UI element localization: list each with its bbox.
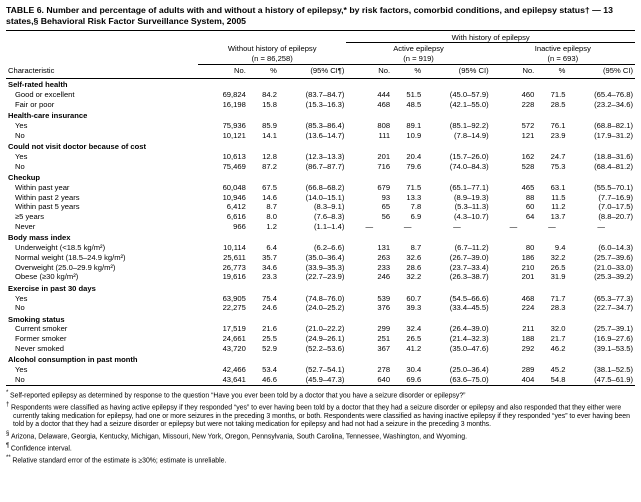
cell: (23.7–33.4): [449, 262, 489, 272]
cell: (7.7–16.9): [598, 192, 633, 202]
group-without-history: [198, 43, 346, 65]
cell: 289: [521, 365, 535, 375]
cell: 10,114: [223, 243, 246, 253]
cell: 572: [521, 120, 535, 130]
table-row: [6, 253, 635, 263]
table-row: [6, 90, 635, 100]
cell: (15.3–16.3): [305, 99, 345, 109]
row-label: Yes: [15, 120, 28, 130]
cell: 8.0: [266, 212, 277, 222]
cell: (12.3–13.3): [305, 151, 345, 161]
header-span-row: [6, 30, 635, 43]
cell: 63.1: [550, 182, 566, 192]
cell: 21.7: [550, 334, 566, 344]
row-label: Underweight (<18.5 kg/m²): [15, 243, 106, 253]
cell: 376: [377, 303, 391, 313]
col-header-no: No.: [346, 64, 392, 78]
cell: (83.7–84.7): [305, 90, 345, 100]
section-header: Self-rated health: [8, 80, 68, 90]
cell: 162: [521, 151, 535, 161]
row-label: Fair or poor: [15, 99, 55, 109]
cell: 233: [377, 262, 391, 272]
cell: (17.9–31.2): [594, 130, 633, 140]
cell: 41.2: [406, 344, 422, 353]
row-label: No: [15, 161, 25, 171]
table-row: [6, 303, 635, 313]
cell: (24.0–25.2): [305, 303, 345, 313]
group-label: Active epilepsy: [393, 44, 444, 54]
cell: 11.5: [551, 192, 566, 202]
cell: (52.7–54.1): [305, 365, 345, 375]
cell: 25,611: [223, 252, 246, 262]
cell: —: [453, 221, 461, 231]
cell: 251: [377, 334, 391, 344]
spacer-cell: [6, 30, 198, 43]
cell: —: [509, 221, 518, 231]
cell: 69,824: [222, 90, 246, 100]
cell: 26.5: [406, 334, 422, 344]
cell: 48.5: [406, 99, 422, 109]
cell: 8.7: [266, 202, 277, 212]
cell: 89.1: [406, 120, 422, 130]
cell: 31.9: [550, 272, 566, 282]
cell: 63,905: [222, 293, 246, 303]
col-header-ci: (95% CI¶): [279, 64, 346, 78]
cell: (4.3–10.7): [454, 212, 489, 222]
cell: 51.5: [406, 90, 422, 100]
cell: 11.2: [551, 202, 566, 212]
table-row: [6, 272, 635, 282]
cell: 444: [377, 90, 391, 100]
row-label: ≥5 years: [15, 212, 45, 222]
cell: 808: [377, 120, 391, 130]
characteristic-header: Characteristic: [6, 64, 198, 78]
cell: (85.1–92.2): [449, 120, 489, 130]
cell: (7.6–8.3): [314, 212, 345, 222]
cell: (66.8–68.2): [305, 182, 345, 192]
table-row: [6, 162, 635, 172]
cell: 22,275: [222, 303, 246, 313]
cell: 640: [377, 374, 391, 384]
row-label: Never smoked: [15, 344, 64, 353]
section-row: [6, 282, 635, 293]
cell: 224: [521, 303, 535, 313]
cell: (25.7–39.1): [594, 324, 633, 334]
cell: 67.5: [262, 182, 277, 192]
cell: 80: [525, 243, 535, 253]
cell: 716: [377, 161, 391, 171]
row-label: Yes: [15, 365, 28, 375]
cell: 46.6: [262, 374, 277, 384]
cell: 28.3: [550, 303, 566, 313]
section-row: [6, 110, 635, 121]
cell: (7.0–17.5): [598, 202, 633, 212]
table-row: [6, 100, 635, 110]
cell: 465: [521, 182, 535, 192]
cell: 52.9: [262, 344, 277, 353]
section-header: Smoking status: [8, 314, 65, 324]
cell: 53.4: [262, 365, 277, 375]
cell: 201: [521, 272, 535, 282]
cell: 43,641: [222, 374, 246, 384]
cell: (26.4–39.0): [449, 324, 489, 334]
cell: (65.4–76.8): [594, 90, 633, 100]
cell: 26,773: [222, 262, 246, 272]
cell: —: [365, 221, 374, 231]
cell: 84.2: [262, 90, 277, 100]
row-label: No: [15, 130, 25, 140]
footnotes: [6, 389, 635, 466]
col-header-no: No.: [491, 64, 537, 78]
cell: (65.1–77.1): [449, 182, 489, 192]
cell: 1.2: [266, 221, 277, 231]
section-row: [6, 141, 635, 152]
cell: 60,048: [222, 182, 246, 192]
cell: 32.2: [406, 272, 422, 282]
cell: 56: [381, 212, 391, 222]
table-row: [6, 375, 635, 385]
group-inactive-epilepsy: [491, 43, 635, 65]
cell: 75,469: [222, 161, 246, 171]
spacer-cell: [198, 30, 346, 43]
footnote: † Respondents were classified as having active epilepsy if they responded “yes” to ever having been told by a doctor that they had a seizure disorder or epilepsy and also responded that they either were currently taking medication for epilepsy, had one or more seizures in the preceding 3 months, or both. Respondents were classified as having inactive epilepsy if they responded “yes” to ever having been told by a doctor that they had a seizure disorder or epilepsy but were not taking medication for epilepsy and had not had a seizure in the preceding 3 months.: [6, 401, 630, 429]
cell: (74.8–76.0): [305, 293, 345, 303]
column-header-row: [6, 64, 635, 78]
table-row: [6, 212, 635, 222]
cell: 367: [377, 344, 391, 353]
row-label: Obese (≥30 kg/m²): [15, 272, 79, 282]
cell: 246: [377, 272, 391, 282]
cell: (74.0–84.3): [449, 161, 489, 171]
row-label: Yes: [15, 293, 28, 303]
col-header-pct: %: [536, 64, 567, 78]
cell: 13.7: [550, 212, 566, 222]
cell: (33.4–45.5): [449, 303, 489, 313]
cell: (25.3–39.2): [594, 272, 633, 282]
cell: (63.6–75.0): [449, 374, 489, 384]
cell: 75.4: [262, 293, 277, 303]
cell: 60: [525, 202, 535, 212]
table-row: [6, 344, 635, 354]
cell: 34.6: [262, 262, 277, 272]
cell: 28.5: [550, 99, 566, 109]
cell: 25.5: [262, 334, 277, 344]
group-label: Without history of epilepsy: [227, 44, 317, 54]
section-header: Health-care insurance: [8, 111, 88, 121]
cell: 75.3: [550, 161, 566, 171]
cell: (68.4–81.2): [594, 161, 633, 171]
cell: (35.0–47.6): [449, 344, 489, 353]
cell: 966: [233, 221, 246, 231]
cell: 528: [521, 161, 535, 171]
cell: 6.9: [410, 212, 422, 222]
cell: 14.1: [262, 130, 277, 140]
row-label: Within past 2 years: [15, 192, 80, 202]
cell: 13.3: [406, 192, 422, 202]
cell: 468: [521, 293, 535, 303]
spacer-cell: [6, 43, 198, 65]
cell: 211: [522, 324, 535, 334]
section-header: Checkup: [8, 172, 41, 182]
cell: 32.2: [550, 252, 566, 262]
cell: (85.3–86.4): [305, 120, 345, 130]
with-history-header: With history of epilepsy: [346, 30, 635, 43]
table-row: [6, 121, 635, 131]
cell: (47.5–61.9): [594, 374, 633, 384]
group-n: (n = 693): [547, 54, 579, 64]
cell: (23.2–34.6): [594, 99, 633, 109]
cell: —: [597, 221, 605, 231]
cell: 10,946: [222, 192, 246, 202]
cell: (1.1–1.4): [314, 221, 345, 231]
cell: (15.7–26.0): [449, 151, 489, 161]
header-group-row: [6, 43, 635, 65]
cell: 30.4: [406, 365, 422, 375]
cell: (8.8–20.7): [598, 212, 633, 222]
cell: (6.7–11.2): [454, 243, 489, 253]
cell: 65: [381, 202, 391, 212]
row-label: No: [15, 303, 25, 313]
footnote-marker: †: [6, 401, 12, 408]
cell: 16,198: [222, 99, 246, 109]
cell: 468: [377, 99, 391, 109]
cell: 21.6: [262, 324, 277, 334]
table-row: [6, 193, 635, 203]
cell: (18.8–31.6): [594, 151, 633, 161]
cell: (33.9–35.3): [305, 262, 345, 272]
cell: 111: [378, 130, 391, 140]
cell: (45.9–47.3): [305, 374, 345, 384]
cell: 28.6: [406, 262, 422, 272]
cell: (86.7–87.7): [305, 161, 345, 171]
cell: (24.9–26.1): [305, 334, 345, 344]
footnote: ** Relative standard error of the estimate is ≥30%; estimate is unreliable.: [6, 455, 227, 465]
cell: 64: [525, 212, 535, 222]
cell: 60.7: [406, 293, 422, 303]
cell: (14.0–15.1): [305, 192, 345, 202]
section-row: [6, 171, 635, 182]
cell: 6.4: [266, 243, 277, 253]
cell: 8.7: [410, 243, 422, 253]
cell: (35.0–36.4): [305, 252, 345, 262]
cell: 460: [521, 90, 535, 100]
cell: 32.0: [550, 324, 566, 334]
cell: 14.6: [262, 192, 277, 202]
cell: 39.3: [406, 303, 422, 313]
cell: 71.5: [550, 90, 566, 100]
row-label: Within past 5 years: [15, 202, 80, 212]
cell: (26.3–38.7): [449, 272, 489, 282]
footnote-marker: ¶: [6, 443, 11, 450]
row-label: Current smoker: [15, 324, 68, 334]
cell: 17,519: [222, 324, 246, 334]
cell: (26.7–39.0): [449, 252, 489, 262]
cell: 201: [377, 151, 391, 161]
cell: 10.9: [406, 130, 422, 140]
cell: 75,936: [222, 120, 246, 130]
cell: 71.7: [550, 293, 566, 303]
cell: 42,466: [222, 365, 246, 375]
footnote: * Self-reported epilepsy as determined by response to the question “Have you ever been told by a doctor that you have a seizure disorder or epilepsy?”: [6, 389, 466, 399]
cell: 7.8: [410, 202, 422, 212]
table-row: [6, 365, 635, 375]
cell: (25.7–39.6): [594, 252, 633, 262]
cell: 19,616: [222, 272, 246, 282]
cell: 54.8: [550, 374, 566, 384]
table-title: TABLE 6. Number and percentage of adults with and without a history of epilepsy,* by risk factors, comorbid conditions, and epilepsy status† — 13 states,§ Behavioral Risk Factor Surveillance System, 2005: [6, 5, 613, 26]
cell: 88: [525, 192, 535, 202]
footnote: § Arizona, Delaware, Georgia, Kentucky, Michigan, Missouri, New York, Oregon, Pennsylvania, South Carolina, Tennessee, Washington, and Wyoming.: [6, 431, 467, 441]
cell: —: [548, 221, 556, 231]
cell: (39.1–53.5): [594, 344, 633, 353]
row-label: Overweight (25.0–29.9 kg/m²): [15, 262, 116, 272]
section-row: [6, 354, 635, 365]
footnote-marker: **: [6, 455, 13, 462]
cell: (52.2–53.6): [305, 344, 345, 353]
cell: (22.7–34.7): [594, 303, 633, 313]
cell: 85.9: [262, 120, 277, 130]
cell: 210: [521, 262, 535, 272]
cell: (68.8–82.1): [594, 120, 633, 130]
cell: 23.3: [262, 272, 277, 282]
section-row: [6, 78, 635, 90]
cell: (6.2–6.6): [314, 243, 345, 253]
cell: 24,661: [222, 334, 246, 344]
cell: 26.5: [550, 262, 566, 272]
table-row: [6, 152, 635, 162]
cell: (55.5–70.1): [594, 182, 633, 192]
col-header-pct: %: [392, 64, 423, 78]
cell: 23.9: [550, 130, 566, 140]
cell: (8.3–9.1): [314, 202, 345, 212]
cell: 404: [521, 374, 535, 384]
cell: 24.6: [262, 303, 277, 313]
cell: 292: [521, 344, 535, 353]
cell: (21.0–22.2): [305, 324, 345, 334]
cell: 20.4: [406, 151, 422, 161]
cell: (25.0–36.4): [449, 365, 489, 375]
cell: 35.7: [262, 252, 277, 262]
cell: 93: [381, 192, 391, 202]
cell: 79.6: [406, 161, 422, 171]
section-header: Body mass index: [8, 233, 71, 243]
footnote-marker: §: [6, 431, 12, 438]
cell: (16.9–27.6): [594, 334, 633, 344]
cell: 188: [521, 334, 535, 344]
table-row: [6, 202, 635, 212]
row-label: Never: [15, 221, 36, 231]
cell: (21.0–33.0): [594, 262, 633, 272]
cell: 186: [521, 252, 535, 262]
cell: 76.1: [550, 120, 566, 130]
cell: (8.9–19.3): [454, 192, 489, 202]
cell: 10,613: [222, 151, 246, 161]
cell: (7.8–14.9): [454, 130, 489, 140]
table-row: [6, 294, 635, 304]
cell: 539: [377, 293, 391, 303]
cell: 46.2: [550, 344, 566, 353]
col-header-ci: (95% CI): [423, 64, 490, 78]
cell: 131: [377, 243, 391, 253]
cell: (45.0–57.9): [449, 90, 489, 100]
cell: (65.3–77.3): [594, 293, 633, 303]
row-label: Good or excellent: [15, 90, 75, 100]
section-header: Exercise in past 30 days: [8, 283, 96, 293]
table-row: [6, 131, 635, 141]
cell: 299: [377, 324, 391, 334]
section-header: Could not visit doctor because of cost: [8, 142, 146, 152]
cell: 45.2: [550, 365, 566, 375]
cell: 32.6: [406, 252, 422, 262]
cell: (6.0–14.3): [598, 243, 633, 253]
col-header-pct: %: [248, 64, 279, 78]
cell: (38.1–52.5): [594, 365, 633, 375]
table-row: [6, 183, 635, 193]
row-label: Yes: [15, 151, 28, 161]
cell: 263: [377, 252, 391, 262]
cell: —: [403, 221, 412, 231]
row-label: Former smoker: [15, 334, 67, 344]
cell: 10,121: [222, 130, 246, 140]
cell: 6,616: [226, 212, 246, 222]
cell: 15.8: [262, 99, 277, 109]
group-n: (n = 86,258): [251, 54, 293, 64]
cell: 679: [377, 182, 391, 192]
group-n: (n = 919): [403, 54, 434, 64]
cell: (5.3–11.3): [454, 202, 489, 212]
cell: 9.4: [554, 243, 566, 253]
group-label: Inactive epilepsy: [534, 44, 591, 54]
footnote: ¶ Confidence interval.: [6, 443, 72, 453]
cell: 6,412: [226, 202, 246, 212]
cell: 278: [377, 365, 391, 375]
col-header-no: No.: [198, 64, 248, 78]
table-row: [6, 243, 635, 253]
cell: 32.4: [406, 324, 422, 334]
cell: 43,720: [222, 344, 246, 353]
cell: (22.7–23.9): [305, 272, 345, 282]
table-row: [6, 222, 635, 232]
cell: (13.6–14.7): [305, 130, 345, 140]
cell: 69.6: [406, 374, 422, 384]
cell: (21.4–32.3): [449, 334, 489, 344]
data-table: [6, 30, 635, 386]
col-header-ci: (95% CI): [567, 64, 635, 78]
section-row: [6, 232, 635, 243]
cell: 71.5: [406, 182, 422, 192]
table-row: [6, 263, 635, 273]
cell: (42.1–55.0): [449, 99, 489, 109]
cell: 87.2: [262, 161, 277, 171]
table-row: [6, 324, 635, 334]
cell: 24.7: [550, 151, 566, 161]
section-header: Alcohol consumption in past month: [8, 355, 138, 365]
cell: 121: [521, 130, 535, 140]
cell: (54.5–66.6): [449, 293, 489, 303]
cell: 228: [521, 99, 535, 109]
cell: 12.8: [262, 151, 277, 161]
group-active-epilepsy: [346, 43, 490, 65]
table-row: [6, 334, 635, 344]
row-label: Normal weight (18.5–24.9 kg/m²): [15, 252, 126, 262]
footnote-marker: *: [6, 389, 11, 396]
row-label: No: [15, 374, 25, 384]
row-label: Within past year: [15, 182, 70, 192]
section-row: [6, 313, 635, 324]
